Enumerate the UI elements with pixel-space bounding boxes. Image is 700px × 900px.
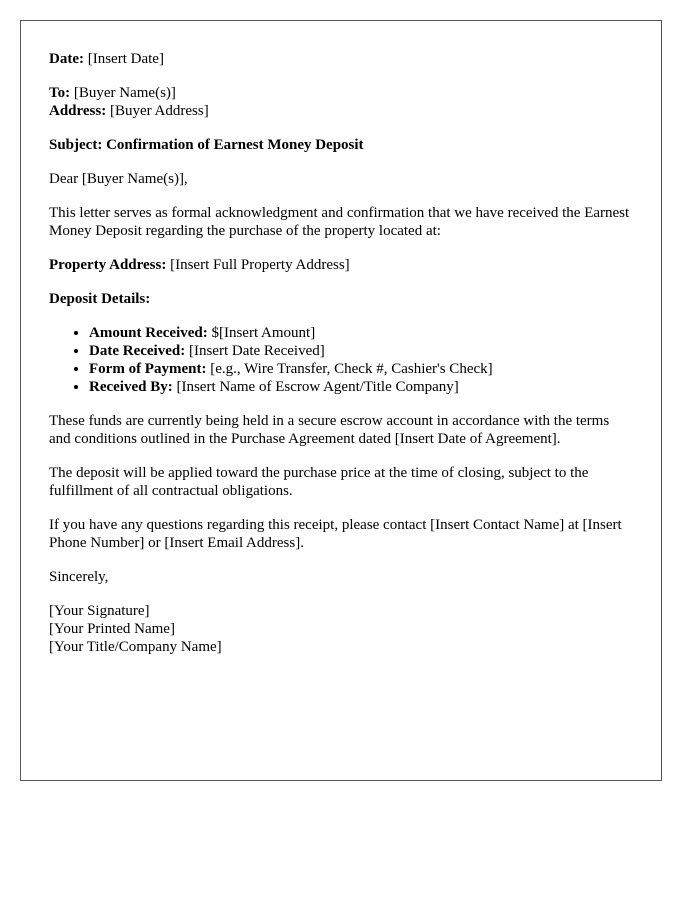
deposit-details-heading	[49, 290, 633, 308]
subject-text: Subject: Confirmation of Earnest Money Deposit	[49, 137, 364, 153]
deposit-details-list	[49, 324, 633, 396]
subject-line	[49, 136, 633, 154]
salutation: Dear [Buyer Name(s)],	[49, 171, 188, 187]
signature-line: [Your Signature]	[49, 603, 150, 619]
address-label: Address:	[49, 103, 107, 119]
intro-paragraph: This letter serves as formal acknowledgment and confirmation that we have received the Earnest Money Deposit regarding the purchase of the property located at:	[49, 205, 630, 239]
applied-paragraph: The deposit will be applied toward the purchase price at the time of closing, subject to the fulfillment of all contractual obligations.	[49, 465, 589, 499]
deposit-item-value: [Insert Date Received]	[185, 343, 325, 359]
to-value: [Buyer Name(s)]	[70, 85, 176, 101]
escrow-paragraph: These funds are currently being held in a secure escrow account in accordance with the terms and conditions outlined in the Purchase Agreement dated [Insert Date of Agreement].	[49, 413, 610, 447]
date-value: [Insert Date]	[83, 51, 164, 67]
deposit-item-value: [e.g., Wire Transfer, Check #, Cashier's Check]	[206, 361, 493, 377]
deposit-details-heading-text: Deposit Details:	[49, 291, 151, 307]
deposit-item-label: Form of Payment:	[89, 361, 207, 377]
deposit-item-label: Amount Received:	[89, 325, 208, 341]
signature-block	[49, 602, 633, 656]
to-label: To:	[49, 85, 71, 101]
printed-name-line: [Your Printed Name]	[49, 621, 175, 637]
to-line	[49, 85, 176, 101]
property-address-line	[49, 256, 633, 274]
list-item	[89, 342, 633, 360]
closing: Sincerely,	[49, 569, 109, 585]
recipient-block	[49, 84, 633, 120]
deposit-item-value: [Insert Name of Escrow Agent/Title Company]	[172, 379, 459, 395]
property-address-value: [Insert Full Property Address]	[166, 257, 350, 273]
list-item	[89, 324, 633, 342]
property-address-label: Property Address:	[49, 257, 167, 273]
list-item	[89, 378, 633, 396]
date-label: Date:	[49, 51, 84, 67]
address-value: [Buyer Address]	[106, 103, 209, 119]
address-line	[49, 103, 209, 119]
list-item	[89, 360, 633, 378]
title-company-line: [Your Title/Company Name]	[49, 639, 222, 655]
deposit-item-label: Date Received:	[89, 343, 186, 359]
date-line	[49, 50, 633, 68]
deposit-item-value: $[Insert Amount]	[207, 325, 316, 341]
contact-paragraph: If you have any questions regarding this receipt, please contact [Insert Contact Name] at [Insert Phone Number] or [Insert Email Address].	[49, 517, 622, 551]
deposit-item-label: Received By:	[89, 379, 173, 395]
letter-container	[20, 20, 662, 781]
